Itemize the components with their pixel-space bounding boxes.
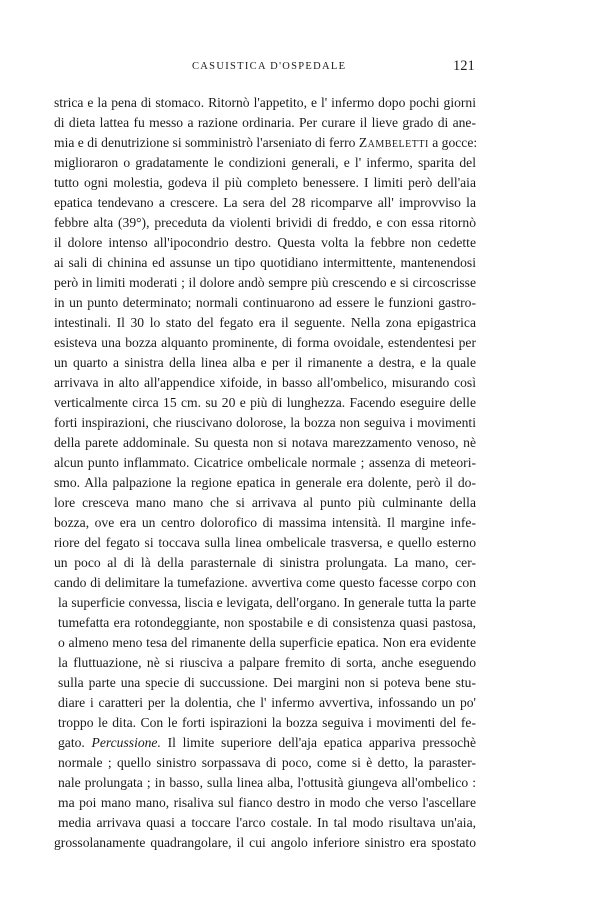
text-line: epatica tendevano a crescere. La sera del 28 ricomparve all' improvviso la [54, 195, 476, 210]
text-span: a gocce: [428, 135, 478, 150]
text-line: riore del fegato si toccava sulla linea ombelicale trasversa, e quello esterno [54, 535, 476, 550]
text-line: bozza, ove era un centro dolorofico di massima intensità. Il margine infe- [54, 515, 476, 530]
text-span: mia e di denutrizione si somministrò l'arseniato di ferro [54, 135, 356, 150]
text-line: di dieta lattea fu messo a razione ordinaria. Per curare il lieve grado di ane- [54, 115, 476, 130]
text-line: tutto ogni molestia, godeva il più completo benessere. I limiti però dell'aia [54, 175, 476, 190]
text-line: tumefatta era rotondeggiante, non spostabile e di consistenza quasi pastosa, [58, 615, 476, 630]
text-line: la superficie convessa, liscia e levigata, dell'organo. In generale tutta la parte [58, 595, 476, 610]
proper-name: Zambeletti [358, 135, 429, 150]
text-line: forti inspirazioni, che riuscivano dolorose, la bozza non seguiva i movimenti [54, 415, 476, 430]
running-header [0, 58, 603, 78]
text-line: media arrivava quasi a toccare l'arco costale. In tal modo risultava un'aia, [58, 815, 476, 830]
text-line: normale ; quello sinistro sorpassava di poco, come si è detto, la paraster- [58, 755, 476, 770]
text-line: un quarto a sinistra della linea alba e per il rimanente a destra, e la quale [54, 355, 476, 370]
text-line: verticalmente circa 15 cm. su 20 e più di lunghezza. Facendo eseguire delle [54, 395, 476, 410]
text-line [54, 133, 476, 153]
text-line: febbre alta (39°), preceduta da violenti brividi di freddo, e con essa ritornò [54, 215, 476, 230]
text-line: smo. Alla palpazione la regione epatica in generale era dolente, però il do- [54, 475, 476, 490]
running-title: CASUISTICA D'OSPEDALE [192, 61, 347, 72]
text-line: ma poi mano mano, risaliva sul fianco destro in modo che verso l'ascellare [58, 795, 476, 810]
text-line: cando di delimitare la tumefazione. avvertiva come questo facesse corpo con [54, 575, 476, 590]
text-line: però in limiti moderati ; il dolore andò sempre più crescendo e si circoscrisse [54, 275, 476, 290]
text-line: la fluttuazione, nè si riusciva a palpare fremito di sorta, anche eseguendo [58, 655, 476, 670]
text-line: troppo le dita. Con le forti ispirazioni la bozza seguiva i movimenti del fe- [58, 715, 476, 730]
text-span: gato. [58, 735, 85, 750]
text-line: strica e la pena di stomaco. Ritornò l'appetito, e l' infermo dopo pochi giorni [54, 95, 476, 110]
text-line: della parete addominale. Su questa non si notava marezzamento venoso, nè [54, 435, 476, 450]
text-line: lore cresceva mano mano che si arrivava al punto più culminante della [54, 495, 476, 510]
text-line: sulla parte una specie di succussione. Dei margini non si poteva bene stu- [58, 675, 476, 690]
text-line: esisteva una bozza alquanto prominente, di forma ovoidale, estendentesi per [54, 335, 476, 350]
section-term: Percussione. [91, 735, 161, 750]
text-line: in un punto determinato; normali continuarono ad essere le funzioni gastro- [54, 295, 476, 310]
text-line: intestinali. Il 30 lo stato del fegato era il seguente. Nella zona epigastrica [54, 315, 476, 330]
text-line: nale prolungata ; in basso, sulla linea alba, l'ottusità giungeva all'ombelico : [58, 775, 476, 790]
text-line: il dolore intenso all'ipocondrio destro. Questa volta la febbre non cedette [54, 235, 476, 250]
text-span: Il limite superiore dell'aja epatica appariva pressochè [167, 735, 476, 750]
text-line: o almeno meno tesa del rimanente della superficie epatica. Non era evidente [58, 635, 476, 650]
text-line: grossolanamente quadrangolare, il cui angolo inferiore sinistro era spostato [54, 835, 476, 850]
text-line: miglioraron o gradatamente le condizioni generali, e l' infermo, sparita del [54, 155, 476, 170]
text-line: un poco al di là della parasternale di sinistra prolungata. La mano, cer- [54, 555, 476, 570]
text-line: arrivava in alto all'appendice xifoide, in basso all'ombelico, misurando così [54, 375, 476, 390]
page-number: 121 [453, 58, 475, 74]
text-line: alcun punto inflammato. Cicatrice ombelicale normale ; assenza di meteori- [54, 455, 476, 470]
text-line [58, 733, 476, 753]
text-line: ai sali di chinina ed assunse un tipo quotidiano intermittente, mantenendosi [54, 255, 476, 270]
text-line: diare i caratteri per la dolentia, che l' infermo avvertiva, infossando un po' [58, 695, 476, 710]
